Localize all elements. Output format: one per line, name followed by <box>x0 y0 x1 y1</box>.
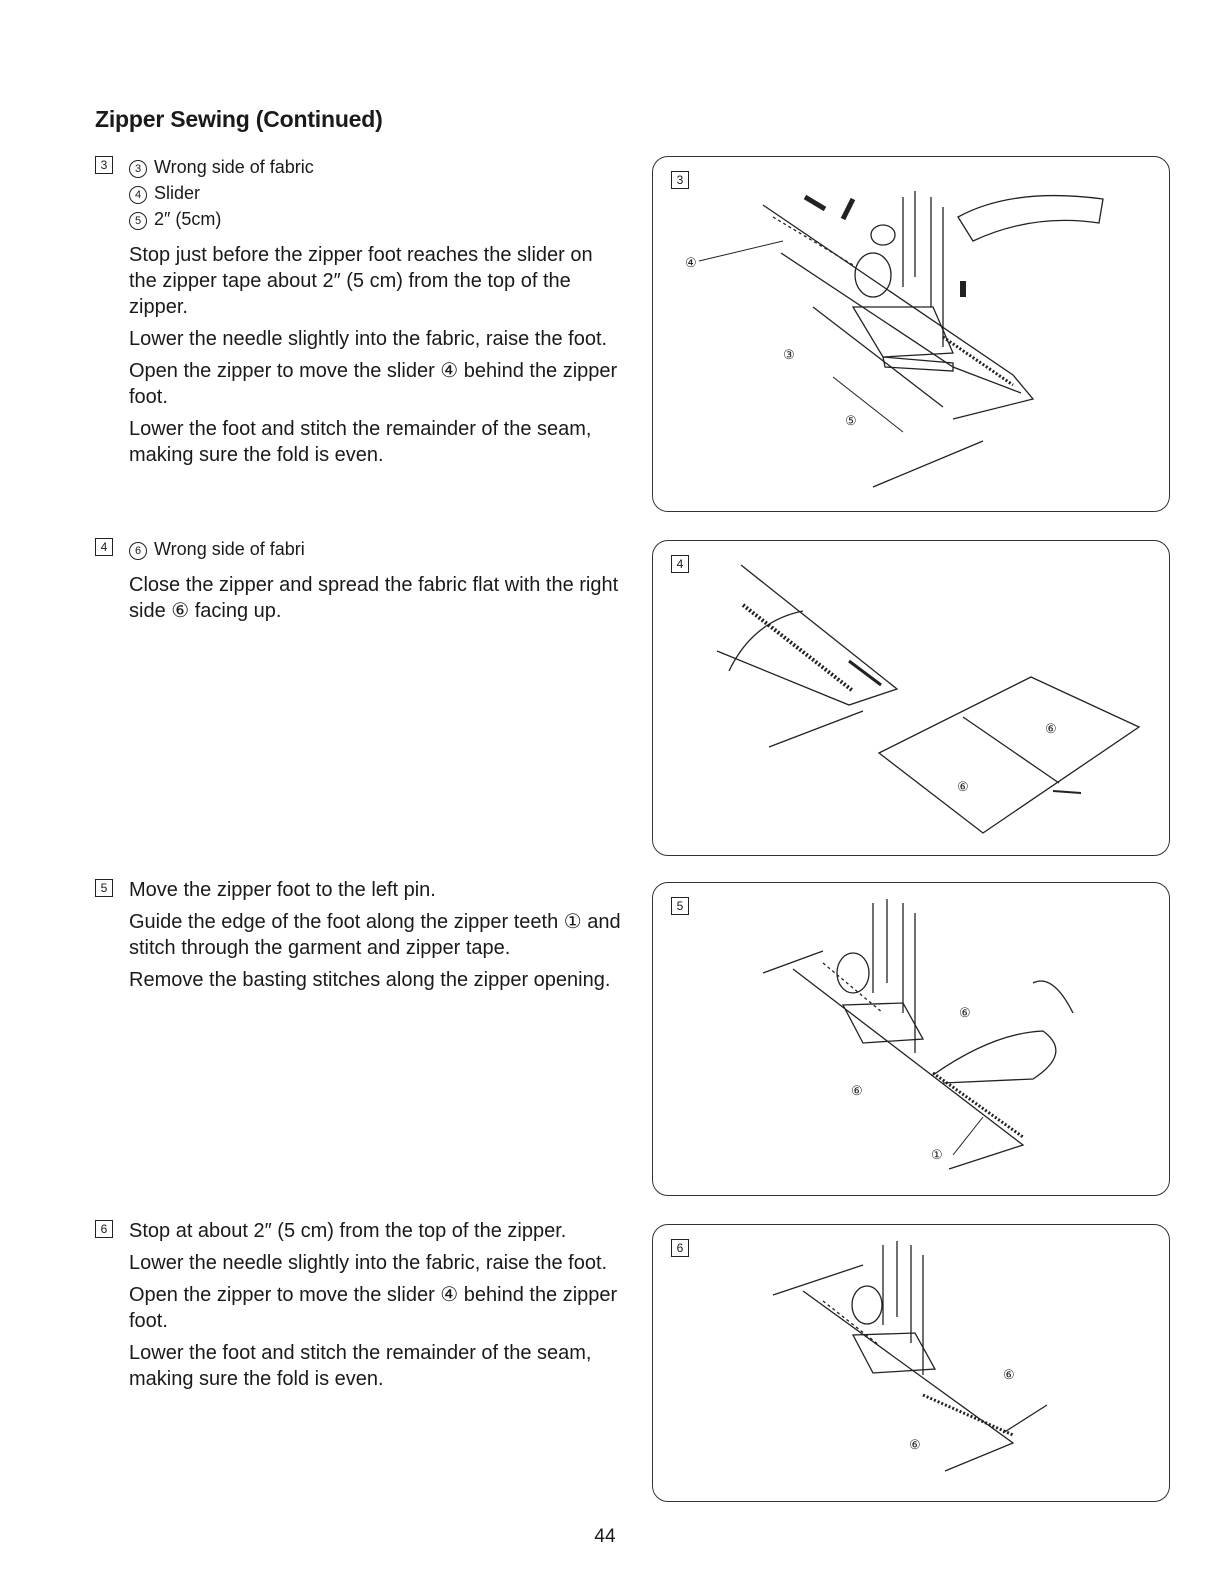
instruction-paragraph: Guide the edge of the foot along the zipper teeth ① and stitch through the garment and zipper tape. <box>129 911 621 959</box>
instruction-paragraph: Stop at about 2″ (5 cm) from the top of the zipper. <box>129 1220 567 1242</box>
callout-number: 3 <box>129 160 147 178</box>
callout-6b: ⑥ <box>957 779 969 794</box>
legend-text: 2″ (5cm) <box>154 209 222 229</box>
step-number: 6 <box>95 1220 113 1238</box>
legend-item <box>129 206 625 232</box>
instruction-paragraph: Close the zipper and spread the fabric flat with the right side ⑥ facing up. <box>129 574 619 622</box>
legend-item <box>129 154 625 180</box>
step-number: 3 <box>95 156 113 174</box>
figure-6-panel <box>652 1224 1170 1502</box>
step-4 <box>95 536 625 624</box>
callout-number: 6 <box>129 542 147 560</box>
callout-6a: ⑥ <box>959 1005 971 1020</box>
figure-label: 5 <box>671 897 689 915</box>
figure-label: 3 <box>671 171 689 189</box>
step-number: 4 <box>95 538 113 556</box>
callout-3: ③ <box>783 347 795 362</box>
callout-6b: ⑥ <box>851 1083 863 1098</box>
instruction-paragraph: Lower the needle slightly into the fabric, raise the foot. <box>129 1252 608 1274</box>
legend-item <box>129 180 625 206</box>
figure-4-illustration <box>653 541 1171 857</box>
figure-3-illustration <box>653 157 1171 513</box>
figure-4-panel <box>652 540 1170 856</box>
callout-1: ① <box>931 1147 943 1162</box>
legend-text: Slider <box>154 183 201 203</box>
step-6 <box>95 1218 625 1392</box>
step-number: 5 <box>95 879 113 897</box>
figure-3-panel <box>652 156 1170 512</box>
legend-text: Wrong side of fabric <box>154 157 314 177</box>
instruction-paragraph: Open the zipper to move the slider ④ behind the zipper foot. <box>129 1284 618 1332</box>
legend <box>129 536 625 562</box>
figure-5-panel <box>652 882 1170 1196</box>
figure-label: 6 <box>671 1239 689 1257</box>
instruction-paragraph: Move the zipper foot to the left pin. <box>129 879 436 901</box>
legend-text: Wrong side of fabri <box>154 539 305 559</box>
instruction-paragraph: Open the zipper to move the slider ④ behind the zipper foot. <box>129 360 618 408</box>
legend-item <box>129 536 625 562</box>
figure-5-illustration <box>653 883 1171 1197</box>
instruction-paragraph: Remove the basting stitches along the zipper opening. <box>129 969 611 991</box>
figure-6-illustration <box>653 1225 1171 1503</box>
callout-6a: ⑥ <box>1045 721 1057 736</box>
step-3 <box>95 154 625 468</box>
page-number: 44 <box>594 1526 616 1547</box>
step-5 <box>95 877 625 993</box>
instruction-paragraph: Lower the foot and stitch the remainder of the seam, making sure the fold is even. <box>129 1342 592 1390</box>
callout-6a: ⑥ <box>1003 1367 1015 1382</box>
callout-4: ④ <box>685 255 697 270</box>
callout-5: ⑤ <box>845 413 857 428</box>
callout-number: 5 <box>129 212 147 230</box>
callout-6b: ⑥ <box>909 1437 921 1452</box>
instruction-paragraph: Lower the foot and stitch the remainder of the seam, making sure the fold is even. <box>129 418 592 466</box>
figure-label: 4 <box>671 555 689 573</box>
legend <box>129 154 625 232</box>
callout-number: 4 <box>129 186 147 204</box>
page-title: Zipper Sewing (Continued) <box>95 106 383 132</box>
instruction-paragraph: Stop just before the zipper foot reaches the slider on the zipper tape about 2″ (5 cm) from the top of the zipper. <box>129 244 593 318</box>
instruction-paragraph: Lower the needle slightly into the fabric, raise the foot. <box>129 328 608 350</box>
